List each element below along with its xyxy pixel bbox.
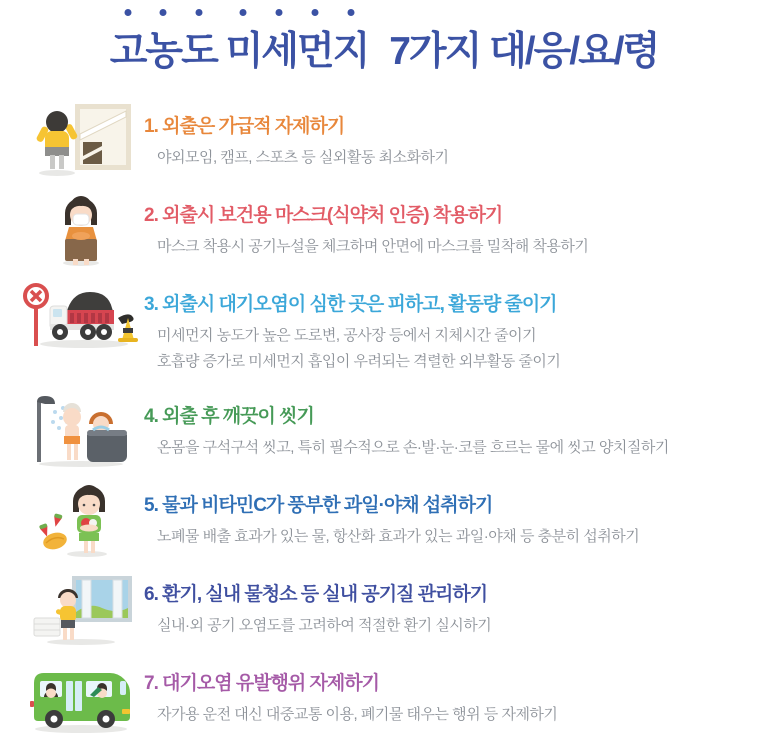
tip-item-1	[18, 100, 768, 180]
tip-number: 7.	[144, 673, 158, 694]
tip-item-7	[18, 657, 768, 737]
tip-number: 4.	[144, 406, 158, 427]
shower-washing-icon	[18, 390, 144, 470]
title-char: 고	[110, 20, 146, 76]
tip-number: 6.	[144, 584, 158, 605]
title-char: 도	[181, 20, 217, 76]
tip-title-text: 환기, 실내 물청소 등 실내 공기질 관리하기	[162, 584, 488, 605]
tip-description: 온몸을 구석구석 씻고, 특히 필수적으로 손·발·눈·코를 흐르는 물에 씻고 양치질하기	[157, 439, 669, 456]
tip-heading	[144, 401, 669, 428]
person-cleaning-window-icon	[18, 568, 144, 648]
tip-title-text: 외출은 가급적 자제하기	[162, 116, 345, 137]
tip-title-text: 외출시 대기오염이 심한 곳은 피하고, 활동량 줄이기	[162, 294, 557, 315]
title-block	[0, 0, 768, 96]
title-space	[217, 30, 226, 74]
tip-heading	[144, 490, 639, 517]
tip-heading	[144, 200, 588, 227]
tip-number: 2.	[144, 205, 158, 226]
tip-number: 1.	[144, 116, 158, 137]
tip-item-2	[18, 189, 768, 269]
tip-item-3	[18, 278, 768, 374]
title-bold-part: 7가지 대/응/요/령	[389, 30, 659, 73]
tip-heading	[144, 668, 557, 695]
title-dotted-part	[110, 30, 369, 73]
tip-description: 노폐물 배출 효과가 있는 물, 항산화 효과가 있는 과일·야채 등 충분히 섭취하기	[157, 528, 640, 545]
tip-description: 자가용 운전 대신 대중교통 이용, 폐기물 태우는 행위 등 자제하기	[157, 706, 558, 723]
tip-title-text: 외출시 보건용 마스크(식약처 인증) 착용하기	[162, 205, 503, 226]
girl-with-fruits-icon	[18, 479, 144, 559]
green-bus-icon	[18, 657, 144, 737]
masked-woman-icon	[18, 189, 144, 267]
tip-heading	[144, 579, 491, 606]
title-char: 농	[145, 20, 181, 76]
person-closing-window-icon	[18, 100, 144, 178]
tip-item-4	[18, 390, 768, 470]
tip-description: 실내·외 공기 오염도를 고려하여 적절한 환기 실시하기	[157, 617, 492, 634]
tip-description: 야외모임, 캠프, 스포츠 등 실외활동 최소화하기	[157, 149, 449, 166]
title-char: 지	[333, 20, 369, 76]
tip-number: 5.	[144, 495, 158, 516]
tip-description: 미세먼지 농도가 높은 도로변, 공사장 등에서 지체시간 줄이기	[157, 327, 537, 344]
tip-item-6	[18, 568, 768, 648]
tip-heading	[144, 111, 448, 138]
title-char: 미	[226, 20, 262, 76]
tip-number: 3.	[144, 294, 158, 315]
tip-list	[0, 96, 768, 737]
title-char: 먼	[297, 20, 333, 76]
title-char: 세	[261, 20, 297, 76]
page-title	[110, 20, 659, 76]
tip-item-5	[18, 479, 768, 559]
tip-title-text: 대기오염 유발행위 자제하기	[162, 673, 379, 694]
tip-description: 마스크 착용시 공기누설을 체크하며 안면에 마스크를 밀착해 착용하기	[157, 238, 589, 255]
tip-heading	[144, 289, 560, 316]
no-entry-truck-icon	[18, 278, 144, 360]
tip-description: 호흡량 증가로 미세먼지 흡입이 우려되는 격렬한 외부활동 줄이기	[157, 352, 561, 370]
tip-title-text: 외출 후 깨끗이 씻기	[162, 406, 314, 427]
tip-title-text: 물과 비타민C가 풍부한 과일·야채 섭취하기	[162, 495, 493, 516]
